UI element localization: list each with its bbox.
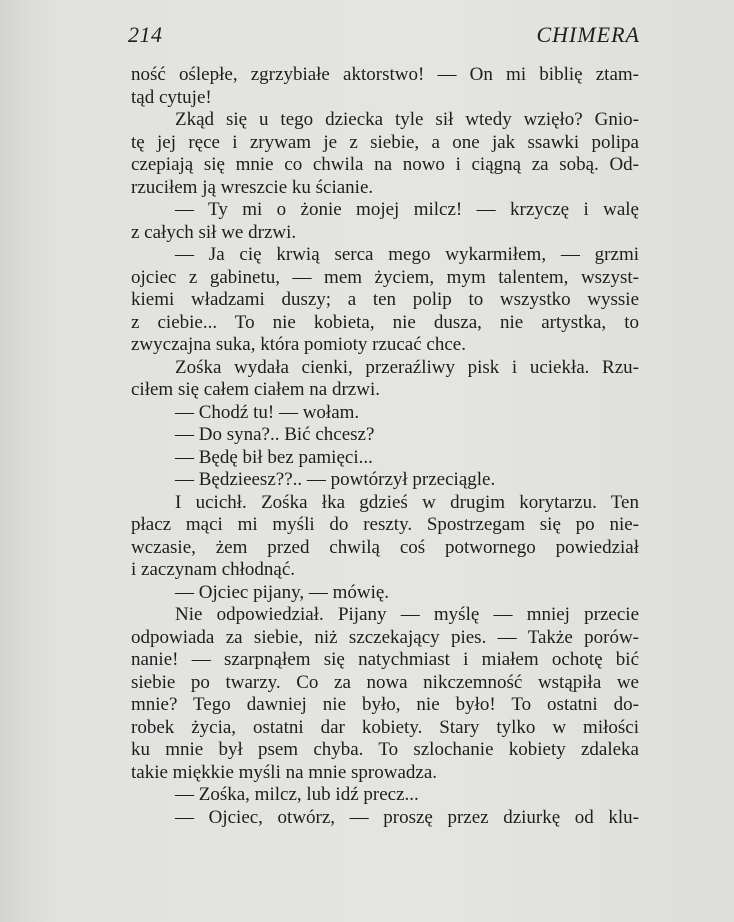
text-line: nanie! — szarpnąłem się natychmiast i miałem ochotę bić: [131, 649, 639, 670]
text-line: kiemi władzami duszy; a ten polip to wszystko wyssie: [131, 289, 639, 310]
body-text: [131, 64, 639, 829]
text-line: Nie odpowiedział. Pijany — myślę — mniej przecie: [175, 604, 639, 625]
journal-title: CHIMERA: [536, 22, 640, 47]
text-line: Zośka wydała cienki, przeraźliwy pisk i uciekła. Rzu-: [175, 356, 639, 378]
text-line: z ciebie... To nie kobieta, nie dusza, nie artystka, to: [131, 311, 639, 333]
text-line: zwyczajna suka, która pomioty rzucać chce.: [131, 334, 466, 355]
text-line: ność oślepłe, zgrzybiałe aktorstwo! — On mi biblię ztam-: [131, 64, 639, 85]
text-line: tę jej ręce i zrywam je z siebie, a one jak ssawki polipa: [131, 131, 639, 153]
text-line: odpowiada za siebie, niż szczekający pies. — Także porów-: [131, 626, 639, 648]
text-line: — Ojciec, otwórz, — proszę przez dziurkę od klu-: [175, 806, 639, 828]
text-line: płacz mąci mi myśli do reszty. Spostrzegam się po nie-: [131, 514, 639, 535]
text-line: ojciec z gabinetu, — mem życiem, mym talentem, wszyst-: [131, 266, 639, 288]
text-line: — Będzieesz??.. — powtórzył przeciągle.: [175, 469, 496, 490]
text-line: — Ojciec pijany, — mówię.: [175, 581, 390, 603]
text-line: rzuciłem ją wreszcie ku ścianie.: [131, 176, 374, 198]
text-line: — Ty mi o żonie mojej milcz! — krzyczę i walę: [175, 199, 639, 220]
text-line: mnie? Tego dawniej nie było, nie było! To ostatni do-: [131, 694, 639, 715]
text-line: Zkąd się u tego dziecka tyle sił wtedy wzięło? Gnio-: [175, 109, 639, 130]
text-line: — Do syna?.. Bić chcesz?: [175, 424, 375, 445]
text-line: ku mnie był psem chyba. To szlochanie kobiety zdaleka: [131, 739, 639, 760]
page-number: 214: [128, 22, 163, 47]
text-line: — Ja cię krwią serca mego wykarmiłem, — grzmi: [175, 244, 639, 265]
running-head: [128, 22, 640, 50]
text-line: i zaczynam chłodnąć.: [131, 559, 296, 580]
text-line: wczasie, żem przed chwilą coś potwornego powiedział: [131, 536, 639, 558]
text-line: — Będę bił bez pamięci...: [175, 446, 373, 468]
text-line: tąd cytuje!: [131, 86, 212, 108]
text-line: takie miękkie myśli na mnie sprowadza.: [131, 761, 438, 783]
text-line: I ucichł. Zośka łka gdzieś w drugim korytarzu. Ten: [175, 491, 639, 513]
text-line: ciłem się całem ciałem na drzwi.: [131, 379, 380, 400]
text-line: — Chodź tu! — wołam.: [175, 401, 360, 423]
text-line: z całych sił we drzwi.: [131, 221, 297, 243]
text-line: robek życia, ostatni dar kobiety. Stary tylko w miłości: [131, 716, 639, 738]
text-line: czepiają się mnie co chwila na nowo i ciągną za sobą. Od-: [131, 154, 639, 175]
text-line: — Zośka, milcz, lub idź precz...: [175, 784, 419, 805]
text-line: siebie po twarzy. Co za nowa nikczemność wstąpiła we: [131, 671, 639, 693]
